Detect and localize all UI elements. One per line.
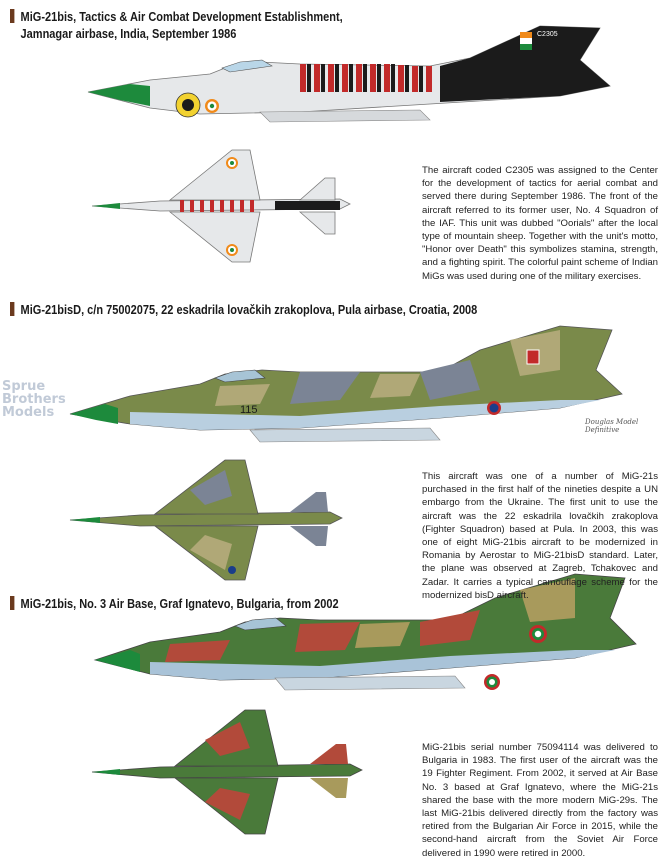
section-title-croatia: MiG-21bisD, c/n 75002075, 22 eskadrila lovačkih zrakoplova, Pula airbase, Croatia, 2008 [10, 302, 477, 319]
artist-signature: Douglas Model Definitive [585, 418, 639, 434]
watermark-logo: Sprue Brothers Models [2, 379, 66, 420]
aircraft-profile-croatia [70, 326, 622, 442]
section-title-india: MiG-21bis, Tactics & Air Combat Development Establishment, Jamnagar airbase, India, September 1986 [10, 9, 343, 43]
tail-code-india: C2305 [537, 31, 558, 38]
aircraft-top-bulgaria [92, 710, 362, 834]
title-bar-marker [10, 596, 14, 610]
nose-code-croatia: 115 [240, 404, 258, 416]
description-bulgaria: MiG-21bis serial number 75094114 was delivered to Bulgaria in 1983. The first user of the aircraft was the 19 Fighter Regiment. From 2002, it served at Air Base No. 3 based at Graf Ignatevo, where the MiG-21s shared the base with the more modern MiG-29s. The last MiG-21bis delivered directly from the factory was retired from the Bulgarian Air Force in 2015, while the second-hand aircraft from the Soviet Air Force delivered in 1990 were retired in 2000. [422, 742, 658, 859]
description-india: The aircraft coded C2305 was assigned to the Center for the development of tactics for aerial combat and served there during September 1986. The front of the aircraft referred to its former user, No. 4 Squadron of the IAF. This unit was dubbed "Oorials" after the local type of mountain sheep. Together with the unit's motto, "Honor over Death" this symbolizes stamina, strength, and a fighting spirit. The colorful paint scheme of Indian MiGs was used during one of the military exercises. [422, 165, 658, 282]
nose-code-bulgaria: 114 [182, 678, 211, 698]
description-croatia: This aircraft was one of a number of MiG-21s purchased in the first half of the nineties despite a UN embargo from the Ukraine. The first unit to use the aircraft was the 22 eskadrila lovačkih zrakoplova (Fighter Squadron) based at Pula. In 2003, this was one of eight MiG-21bis aircraft to be modernized in Romania by Aerostar to MiG-21bisD standard. Later, the plane was observed at Zagreb, Tchakovec and Zadar. It carries a typical camouflage scheme for the modernized bisD aircraft. [422, 471, 658, 601]
aircraft-profile-india [88, 26, 610, 122]
title-bar-marker [10, 302, 14, 316]
aircraft-top-india [92, 150, 350, 262]
aircraft-top-croatia [70, 460, 342, 580]
section-title-bulgaria: MiG-21bis, No. 3 Air Base, Graf Ignatevo, Bulgaria, from 2002 [10, 596, 339, 613]
